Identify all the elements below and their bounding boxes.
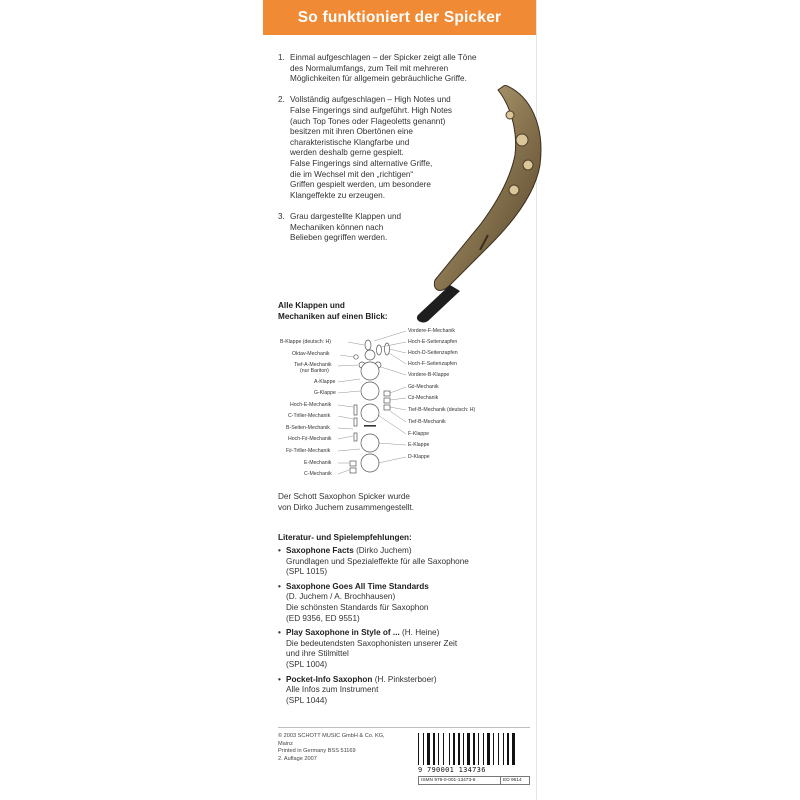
author-credit: Der Schott Saxophon Spicker wurde von Dirko Juchem zusammengestellt. <box>278 492 415 512</box>
instruction-step-1: 1. Einmal aufgeschlagen – der Spicker zeigt alle Töne des Normalumfangs, zum Teil mit mehreren Möglichkeiten für allgemein gebräuchliche Griffe. <box>278 53 477 84</box>
key-label-right: Tief-B-Mechanik <box>408 419 446 425</box>
barcode-bar <box>431 733 432 765</box>
key-label-left: Hoch-E-Mechanik <box>290 402 332 408</box>
barcode-bar <box>420 733 422 765</box>
barcode-block <box>418 733 530 785</box>
barcode-bar <box>463 733 464 765</box>
barcode-bar <box>485 733 486 765</box>
key-label-right: E-Klappe <box>408 442 430 448</box>
barcode-bar <box>461 733 462 765</box>
key-label-right: Tief-B-Mechanik (deutsch: H) <box>408 407 476 413</box>
barcode-bar <box>476 733 477 765</box>
key-label-left: B-Klappe (deutsch: H) <box>280 339 332 345</box>
book-line: Alle Infos zum Instrument <box>286 685 379 695</box>
barcode-bar <box>493 733 494 765</box>
imprint-line: © 2003 SCHOTT MUSIC GmbH & Co. KG, <box>278 733 385 739</box>
instruction-step-2: 2. Vollständig aufgeschlagen – High Notes und False Fingerings sind aufgeführt. High Notes (auch Top Tones oder Flageoletts genannt) besitzen mit ihren Obertönen eine charakteristische Klangfarbe und werden deshalb gerne gespielt. False Fingerings sind alternative Griffe, die im Wechsel mit den „richtigen“ Griffen gespielt werden, um besondere Klangeffekte zu erzeugen. <box>278 95 453 200</box>
barcode-bar <box>436 733 437 765</box>
barcode-bar <box>449 733 450 765</box>
barcode-bar <box>480 733 482 765</box>
key-label-right: Vordere-B-Klappe <box>408 372 450 378</box>
barcode-bar <box>507 733 509 765</box>
list-item <box>278 582 530 624</box>
barcode-icon <box>418 733 530 765</box>
barcode-bar <box>438 733 439 765</box>
barcode-bar <box>451 733 452 765</box>
page-title: So funktioniert der Spicker <box>263 0 536 35</box>
barcode-bar <box>510 733 511 765</box>
book-line: Die bedeutendsten Saxophonisten unserer Zeit <box>286 638 458 648</box>
barcode-bar <box>505 733 506 765</box>
bullet-icon: • <box>278 546 281 555</box>
barcode-bar <box>433 733 435 765</box>
barcode-bar <box>458 733 460 765</box>
list-item <box>278 675 530 707</box>
key-label-right: Hoch-E-Seitenzapfen <box>408 339 458 345</box>
key-label-left: Tief-A-Mechanik <box>294 362 332 368</box>
book-line: (D. Juchem / A. Brochhausen) <box>286 592 396 602</box>
barcode-bar <box>456 733 457 765</box>
literature-list <box>278 546 530 710</box>
key-label-right: Hoch-F-Seitenzapfen <box>408 361 458 367</box>
book-line: Die schönsten Standards für Saxophon <box>286 602 429 612</box>
literature-heading: Literatur- und Spielempfehlungen: <box>278 533 412 542</box>
list-item <box>278 546 530 578</box>
key-label-left: F♯-Triller-Mechanik <box>286 448 331 454</box>
imprint-line: 2. Auflage 2007 <box>278 755 317 762</box>
barcode-bar <box>495 733 497 765</box>
barcode-bar <box>443 733 444 765</box>
book-author: (H. Heine) <box>402 628 440 638</box>
key-label-left: G-Klappe <box>314 390 336 396</box>
barcode-bar <box>478 733 479 765</box>
barcode-bar <box>473 733 475 765</box>
imprint <box>278 733 385 763</box>
barcode-bar <box>471 733 472 765</box>
barcode-bar <box>453 733 455 765</box>
barcode-bar <box>418 733 419 765</box>
book-title: Pocket-Info Saxophon <box>286 674 373 684</box>
instruction-step-3: 3. Grau dargestellte Klappen und Mechaniken können nach Belieben gegriffen werden. <box>278 211 402 243</box>
barcode-bar <box>516 733 517 765</box>
keys-diagram <box>278 325 528 485</box>
barcode-bar <box>491 733 492 765</box>
key-label-left: C-Mechanik <box>304 471 332 477</box>
book-line: (SPL 1015) <box>286 567 328 577</box>
imprint-line: Mainz <box>278 740 293 747</box>
barcode-bar <box>427 733 430 765</box>
book-line: (SPL 1044) <box>286 695 328 705</box>
instruction-list <box>278 53 528 254</box>
barcode-bar <box>425 733 426 765</box>
barcode-bar <box>445 733 448 765</box>
book-line: und ihre Stilmittel <box>286 649 349 659</box>
imprint-line: Printed in Germany BSS 51169 <box>278 748 356 755</box>
book-line: (SPL 1004) <box>286 659 328 669</box>
barcode-bar <box>483 733 484 765</box>
book-author: (H. Pinksterboer) <box>374 674 437 684</box>
key-label-left: C-Triller-Mechanik <box>288 413 331 419</box>
barcode-bar <box>465 733 466 765</box>
key-label-left: A-Klappe <box>314 379 336 385</box>
bullet-icon: • <box>278 581 281 591</box>
key-label-right: Vordere-F-Mechanik <box>408 328 455 334</box>
book-title: Saxophone Goes All Time Standards <box>286 581 429 591</box>
barcode-number: 9 790001 134736 <box>418 766 486 774</box>
key-label-left: Oktav-Mechanik <box>292 351 330 357</box>
barcode-bar <box>500 733 502 765</box>
list-item <box>278 628 530 670</box>
book-title: Saxophone Facts <box>286 546 354 555</box>
book-line: (ED 9356, ED 9551) <box>286 613 360 623</box>
barcode-bar <box>440 733 442 765</box>
bullet-icon: • <box>278 628 281 638</box>
ismn-code: ISMN 979-0-001-13473-6 <box>418 776 501 785</box>
barcode-bar <box>487 733 490 765</box>
key-label-left: E-Mechanik <box>304 460 332 466</box>
key-label-right: G♯-Mechanik <box>408 384 439 390</box>
key-label-left: (nur Bariton) <box>300 368 329 374</box>
barcode-bar <box>498 733 499 765</box>
keys-heading: Alle Klappen und Mechaniken auf einen Blick: <box>278 301 388 321</box>
barcode-bar <box>467 733 470 765</box>
divider <box>278 727 530 728</box>
barcode-bar <box>512 733 515 765</box>
bullet-icon: • <box>278 674 281 684</box>
key-label-left: Hoch-F♯-Mechanik <box>288 436 332 442</box>
barcode-bar <box>503 733 504 765</box>
key-label-right: F-Klappe <box>408 431 430 437</box>
book-title: Play Saxophone in Style of ... <box>286 628 400 638</box>
barcode-bar <box>423 733 424 765</box>
key-label-right: C♯-Mechanik <box>408 395 439 401</box>
book-line: Grundlagen und Spezialeffekte für alle Saxophone <box>286 556 469 566</box>
key-label-right: D-Klappe <box>408 454 430 460</box>
book-author: (Dirko Juchem) <box>356 546 412 555</box>
key-label-left: B-Seiten-Mechanik <box>286 425 330 431</box>
key-label-right: Hoch-D-Seitenzapfen <box>408 350 458 356</box>
ismn-row <box>418 776 530 785</box>
edition-code: ED 9614 <box>501 776 530 785</box>
